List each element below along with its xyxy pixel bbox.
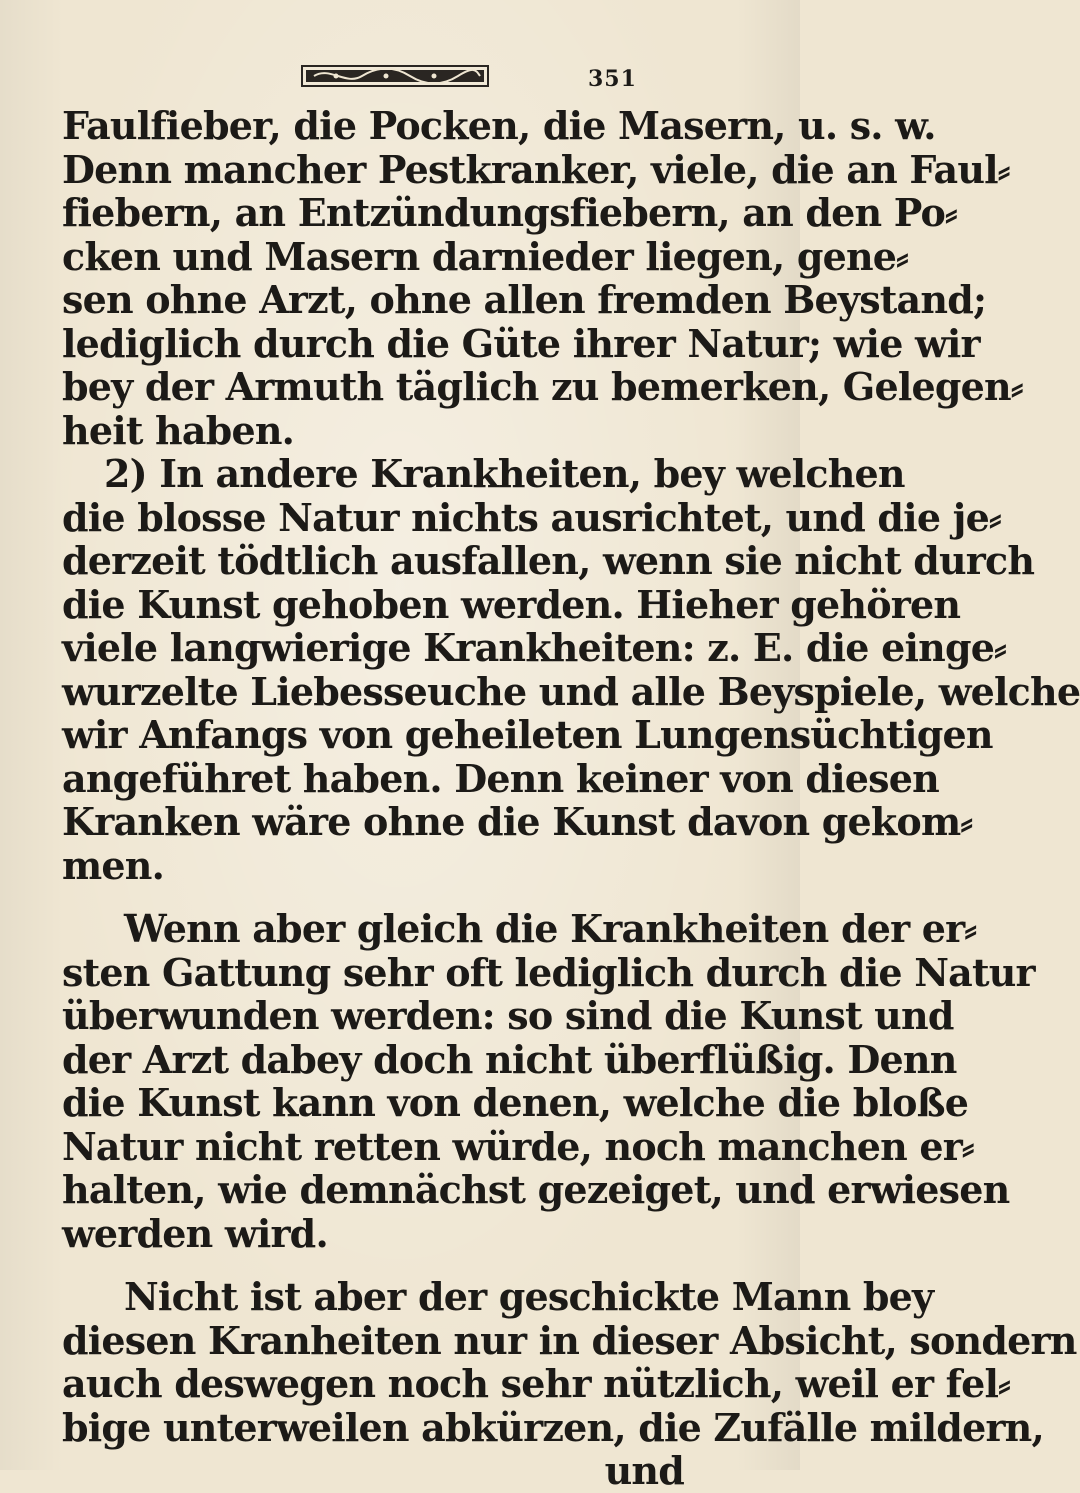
text-line: halten, wie demnächst gezeiget, und erwiesen	[62, 1167, 1010, 1212]
text-line: men.	[62, 842, 165, 888]
text-line: bey der Armuth täglich zu bemerken, Gelegen⸗	[62, 364, 1023, 409]
text-line: bige unterweilen abkürzen, die Zufälle mildern,	[62, 1404, 1044, 1450]
text-line: heit haben.	[62, 407, 295, 453]
body-text	[62, 103, 1080, 1493]
ornament-icon	[300, 62, 490, 90]
text-line: die blosse Natur nichts ausrichtet, und die je⸗	[62, 494, 1001, 540]
text-line: die Kunst kann von denen, welche die bloße	[62, 1080, 969, 1125]
text-line: viele langwierige Krankheiten: z. E. die einge⸗	[62, 625, 1006, 670]
text-line: derzeit tödtlich ausfallen, wenn sie nicht durch	[62, 538, 1035, 583]
text-line: fiebern, an Entzündungsfiebern, an den Po⸗	[62, 190, 957, 235]
text-line: die Kunst gehoben werden. Hieher gehören	[62, 581, 961, 627]
text-line: sen ohne Arzt, ohne allen fremden Beystand;	[62, 277, 987, 322]
text-line: auch deswegen noch sehr nützlich, weil er fel⸗	[62, 1361, 1011, 1406]
text-line: wir Anfangs von geheileten Lungensüchtigen	[62, 712, 993, 757]
catchword: und	[604, 1448, 684, 1493]
text-line: sten Gattung sehr oft lediglich durch die Natur	[62, 949, 1035, 995]
text-line: Denn mancher Pestkranker, viele, die an Faul⸗	[62, 146, 1010, 192]
text-line: Natur nicht retten würde, noch manchen er⸗	[62, 1123, 974, 1169]
paragraph-gap	[62, 887, 752, 907]
text-line: lediglich durch die Güte ihrer Natur; wie wir	[62, 320, 980, 366]
text-line: angeführet haben. Denn keiner von diesen	[62, 755, 939, 801]
text-line: cken und Masern darnieder liegen, gene⸗	[62, 233, 909, 279]
paragraph-start: 2) In andere Krankheiten, bey welchen	[104, 451, 905, 496]
text-line: überwunden werden: so sind die Kunst und	[62, 993, 954, 1038]
text-line: Kranken wäre ohne die Kunst davon gekom⸗	[62, 799, 973, 844]
paragraph-start: Nicht ist aber der geschickte Mann bey	[124, 1274, 934, 1319]
page-number: 351	[588, 66, 637, 92]
text-line: werden wird.	[62, 1210, 328, 1256]
paragraph-gap	[62, 1255, 752, 1275]
paragraph-start: Wenn aber gleich die Krankheiten der er⸗	[124, 906, 977, 951]
text-line: diesen Kranheiten nur in dieser Absicht, sondern	[62, 1317, 1077, 1363]
text-line: Faulfieber, die Pocken, die Masern, u. s. w.	[62, 103, 936, 148]
text-line: der Arzt dabey doch nicht überflüßig. Denn	[62, 1036, 957, 1082]
text-line: wurzelte Liebesseuche und alle Beyspiele, welche	[62, 668, 1080, 714]
